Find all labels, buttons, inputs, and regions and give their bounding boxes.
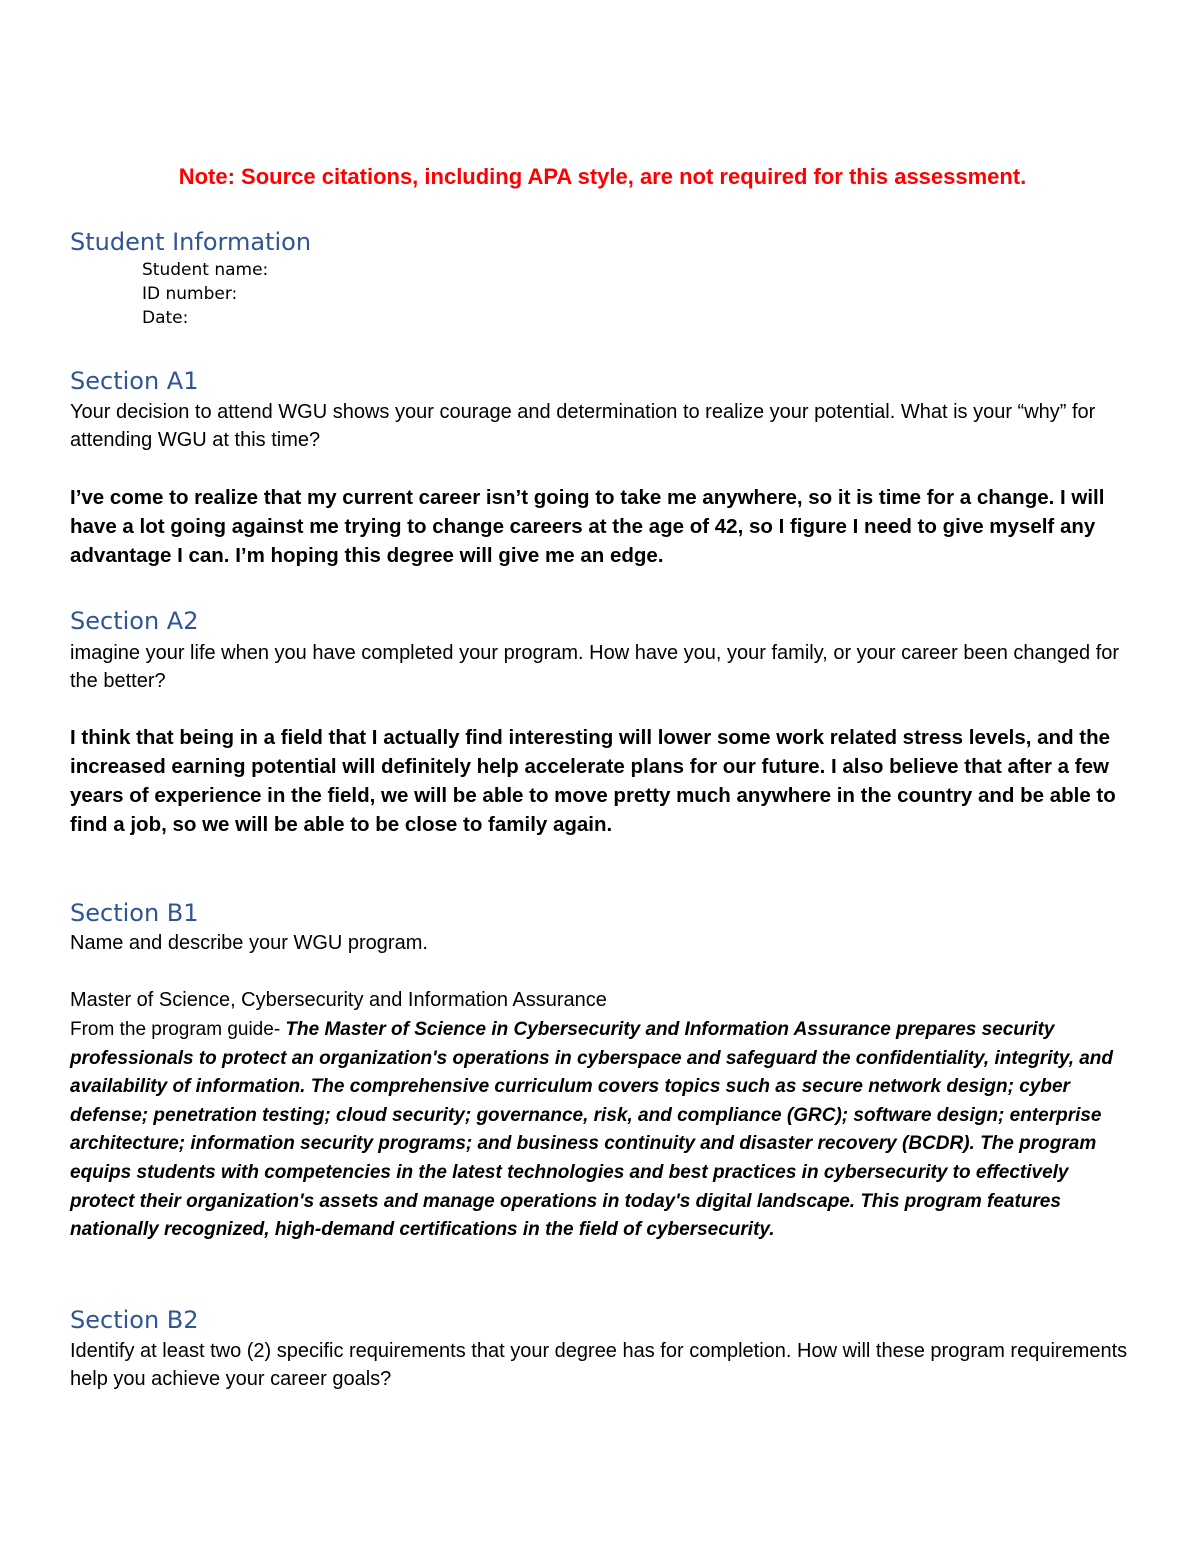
section-a2-heading: Section A2 xyxy=(70,607,199,635)
date-label: Date: xyxy=(142,308,189,328)
program-guide-quote: The Master of Science in Cybersecurity and Information Assurance prepares security professionals to protect an organization's operations in cyberspace and safeguard the confidentiality, integrity, and availability of information. The comprehensive curriculum covers topics such as secure network design; cyber defense; penetration testing; cloud security; governance, risk, and compliance (GRC); software design; enterprise architecture; information security programs; and business continuity and disaster recovery (BCDR). The program equips students with competencies in the latest technologies and best practices in cybersecurity to effectively protect their organization's assets and manage operations in today's digital landscape. This program features nationally recognized, high-demand certifications in the field of cybersecurity. xyxy=(70,1019,1114,1241)
program-guide-lead: From the program guide- xyxy=(70,1019,286,1040)
section-a1-heading: Section A1 xyxy=(70,367,199,395)
assessment-note: Note: Source citations, including APA style, are not required for this assessment. xyxy=(178,164,1027,189)
section-b2-prompt: Identify at least two (2) specific requirements that your degree has for completion. How will these program requirements help you achieve your career goals? xyxy=(70,1340,1128,1390)
document-page xyxy=(70,0,1135,1553)
student-name-label: Student name: xyxy=(142,260,269,280)
section-a2-answer: I think that being in a field that I actually find interesting will lower some work related stress levels, and the increased earning potential will definitely help accelerate plans for our future. I also believe that after a few years of experience in the field, we will be able to move pretty much anywhere in the country and be able to find a job, so we will be able to be close to family again. xyxy=(70,726,1116,836)
section-a1-prompt: Your decision to attend WGU shows your courage and determination to realize your potential. What is your “why” for attending WGU at this time? xyxy=(70,401,1096,451)
section-b1-heading: Section B1 xyxy=(70,899,199,927)
id-number-label: ID number: xyxy=(142,284,238,304)
program-description xyxy=(70,1016,1115,1245)
section-b1-prompt: Name and describe your WGU program. xyxy=(70,932,428,954)
section-a1-answer: I’ve come to realize that my current career isn’t going to take me anywhere, so it is time for a change. I will have a lot going against me trying to change careers at the age of 42, so I figure I need to give myself any advantage I can. I’m hoping this degree will give me an edge. xyxy=(70,486,1105,567)
student-information-heading: Student Information xyxy=(70,228,312,256)
section-b2-heading: Section B2 xyxy=(70,1306,199,1334)
section-a2-prompt: imagine your life when you have completed your program. How have you, your family, or your career been changed for the better? xyxy=(70,642,1120,692)
program-name: Master of Science, Cybersecurity and Information Assurance xyxy=(70,989,607,1011)
